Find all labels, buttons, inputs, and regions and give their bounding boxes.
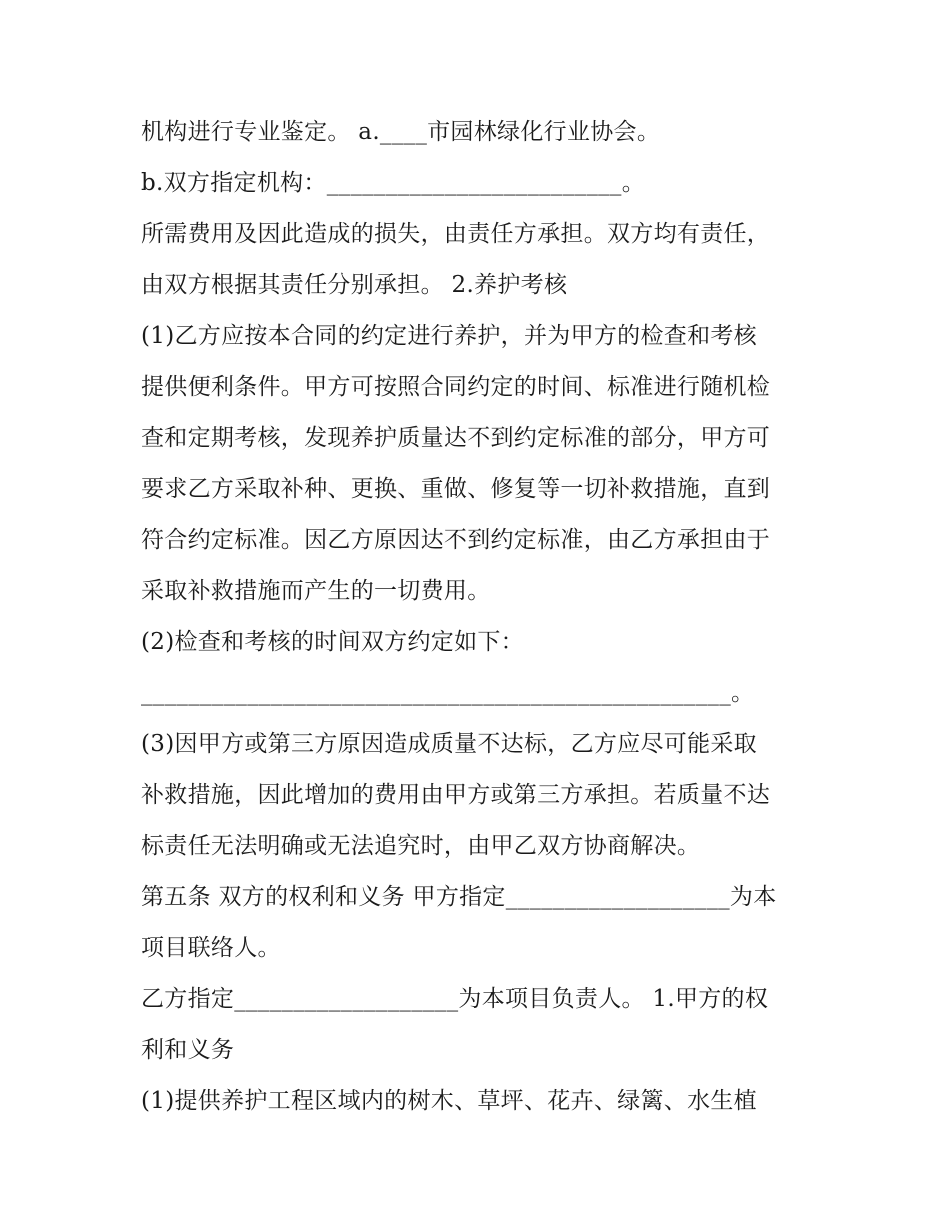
text-line: 提供便利条件。甲方可按照合同约定的时间、标准进行随机检: [141, 374, 771, 400]
text-line: 第五条 双方的权利和义务 甲方指定___________________为本: [141, 884, 777, 910]
text-line: 符合约定标准。因乙方原因达不到约定标准，由乙方承担由于: [141, 527, 771, 553]
text-line: 由双方根据其责任分别承担。 2.养护考核: [141, 272, 568, 298]
text-line: 查和定期考核，发现养护质量达不到约定标准的部分，甲方可: [141, 425, 771, 451]
text-line: (2)检查和考核的时间双方约定如下：: [141, 629, 524, 655]
text-line: b.双方指定机构：_________________________。: [141, 170, 646, 196]
text-line: 补救措施，因此增加的费用由甲方或第三方承担。若质量不达: [141, 782, 771, 808]
text-line: 项目联络人。: [141, 935, 281, 961]
text-line: 机构进行专业鉴定。 a.____市园林绿化行业协会。: [141, 119, 661, 145]
text-line: 标责任无法明确或无法追究时，由甲乙双方协商解决。: [141, 833, 701, 859]
text-line: __________________________________________________。: [141, 680, 755, 706]
text-line: 要求乙方采取补种、更换、重做、修复等一切补救措施，直到: [141, 476, 771, 502]
text-line: (3)因甲方或第三方原因造成质量不达标，乙方应尽可能采取: [141, 731, 757, 757]
text-line: 利和义务: [141, 1037, 235, 1063]
text-line: 乙方指定___________________为本项目负责人。 1.甲方的权: [141, 986, 769, 1012]
text-line: (1)提供养护工程区域内的树木、草坪、花卉、绿篱、水生植: [141, 1088, 757, 1114]
document-body: [141, 107, 821, 1127]
text-line: (1)乙方应按本合同的约定进行养护，并为甲方的检查和考核: [141, 323, 757, 349]
text-line: 所需费用及因此造成的损失，由责任方承担。双方均有责任，: [141, 221, 771, 247]
text-line: 采取补救措施而产生的一切费用。: [141, 578, 491, 604]
